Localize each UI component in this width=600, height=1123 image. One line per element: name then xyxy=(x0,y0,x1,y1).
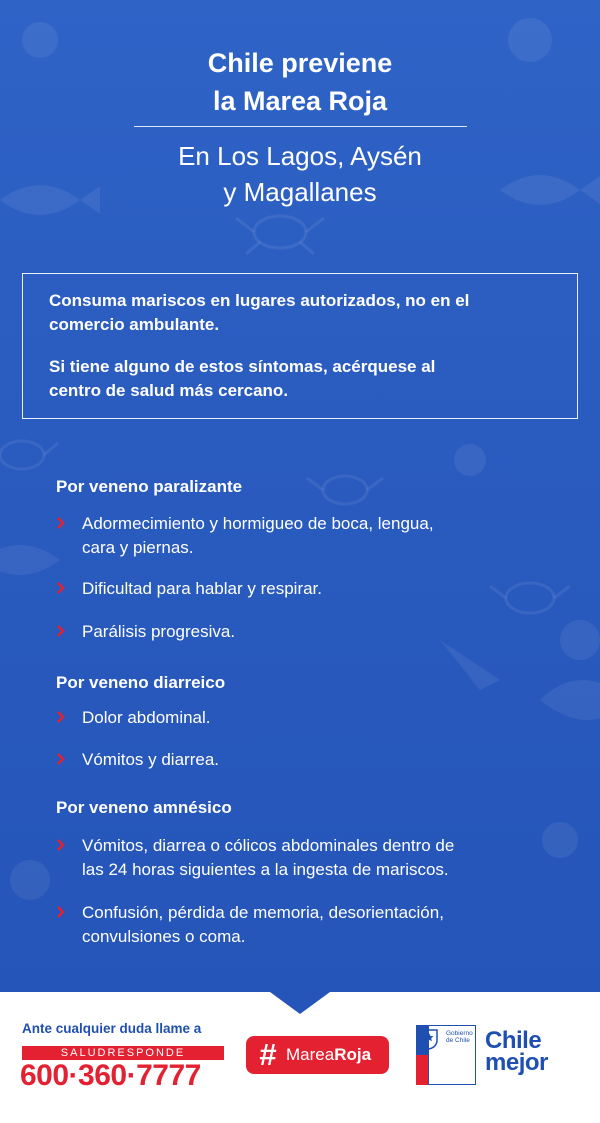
hashtag-badge[interactable] xyxy=(246,1036,389,1074)
crab-icon xyxy=(307,476,383,504)
crab-icon xyxy=(0,441,58,469)
chevron-right-icon xyxy=(56,517,66,529)
list-item-text: Confusión, pérdida de memoria, desorientación, convulsiones o coma. xyxy=(82,903,444,946)
page-title: Chile previene la Marea Roja xyxy=(207,48,393,116)
list-item-text: Vómitos y diarrea. xyxy=(82,750,219,769)
phone-number[interactable]: 600·360·7777 xyxy=(20,1059,201,1092)
logo-stripe-red xyxy=(416,1055,428,1085)
hashtag-icon: # xyxy=(259,1037,277,1072)
list-item-text: Dificultad para hablar y respirar. xyxy=(82,579,323,598)
brand-line-1: Chile xyxy=(485,1027,542,1054)
shell-icon xyxy=(560,620,600,660)
section-title-amnesico: Por veneno amnésico xyxy=(56,798,232,817)
hashtag-text xyxy=(286,1046,371,1064)
section-title-paralizante: Por veneno paralizante xyxy=(56,477,243,496)
page-subtitle: En Los Lagos, Aysén y Magallanes xyxy=(178,141,422,207)
notice-text-symptoms: Si tiene alguno de estos síntomas, acérquese al centro de salud más cercano. xyxy=(49,357,436,400)
title-divider xyxy=(134,126,467,127)
gobierno-label-text: Gobierno de Chile xyxy=(446,1030,473,1044)
chevron-right-icon xyxy=(56,753,66,765)
list-item-text: Dolor abdominal. xyxy=(82,708,211,727)
shell-icon xyxy=(10,860,50,900)
list-item-text: Adormecimiento y hormigueo de boca, lengua, cara y piernas. xyxy=(82,514,434,557)
section-title-diarreico: Por veneno diarreico xyxy=(56,673,226,692)
chevron-right-icon xyxy=(56,839,66,851)
crab-icon xyxy=(236,216,324,254)
list-item-text: Vómitos, diarrea o cólicos abdominales dentro de las 24 horas siguientes a la ingesta de mariscos. xyxy=(82,836,455,879)
shield-icon xyxy=(419,1028,439,1050)
hashtag-text-light: Marea xyxy=(286,1045,335,1064)
footer-notch xyxy=(270,990,330,1016)
chevron-right-icon xyxy=(56,625,66,637)
chevron-right-icon xyxy=(56,582,66,594)
salud-responde-label: SALUDRESPONDE xyxy=(22,1046,224,1060)
brand-line-2: mejor xyxy=(485,1049,548,1076)
chile-mejor-logo xyxy=(485,1027,548,1076)
fish-icon xyxy=(0,545,60,575)
list-item-text: Parálisis progresiva. xyxy=(82,622,236,641)
chevron-right-icon xyxy=(56,711,66,723)
contact-prompt: Ante cualquier duda llame a xyxy=(22,1021,202,1036)
chevron-right-icon xyxy=(56,906,66,918)
gobierno-label xyxy=(446,1030,476,1044)
hashtag-text-bold: Roja xyxy=(334,1045,372,1064)
shell-icon xyxy=(454,444,486,476)
fish-icon xyxy=(440,640,500,690)
notice-box xyxy=(22,273,578,419)
notice-text-authorized: Consuma mariscos en lugares autorizados, no en el comercio ambulante. xyxy=(49,291,470,334)
